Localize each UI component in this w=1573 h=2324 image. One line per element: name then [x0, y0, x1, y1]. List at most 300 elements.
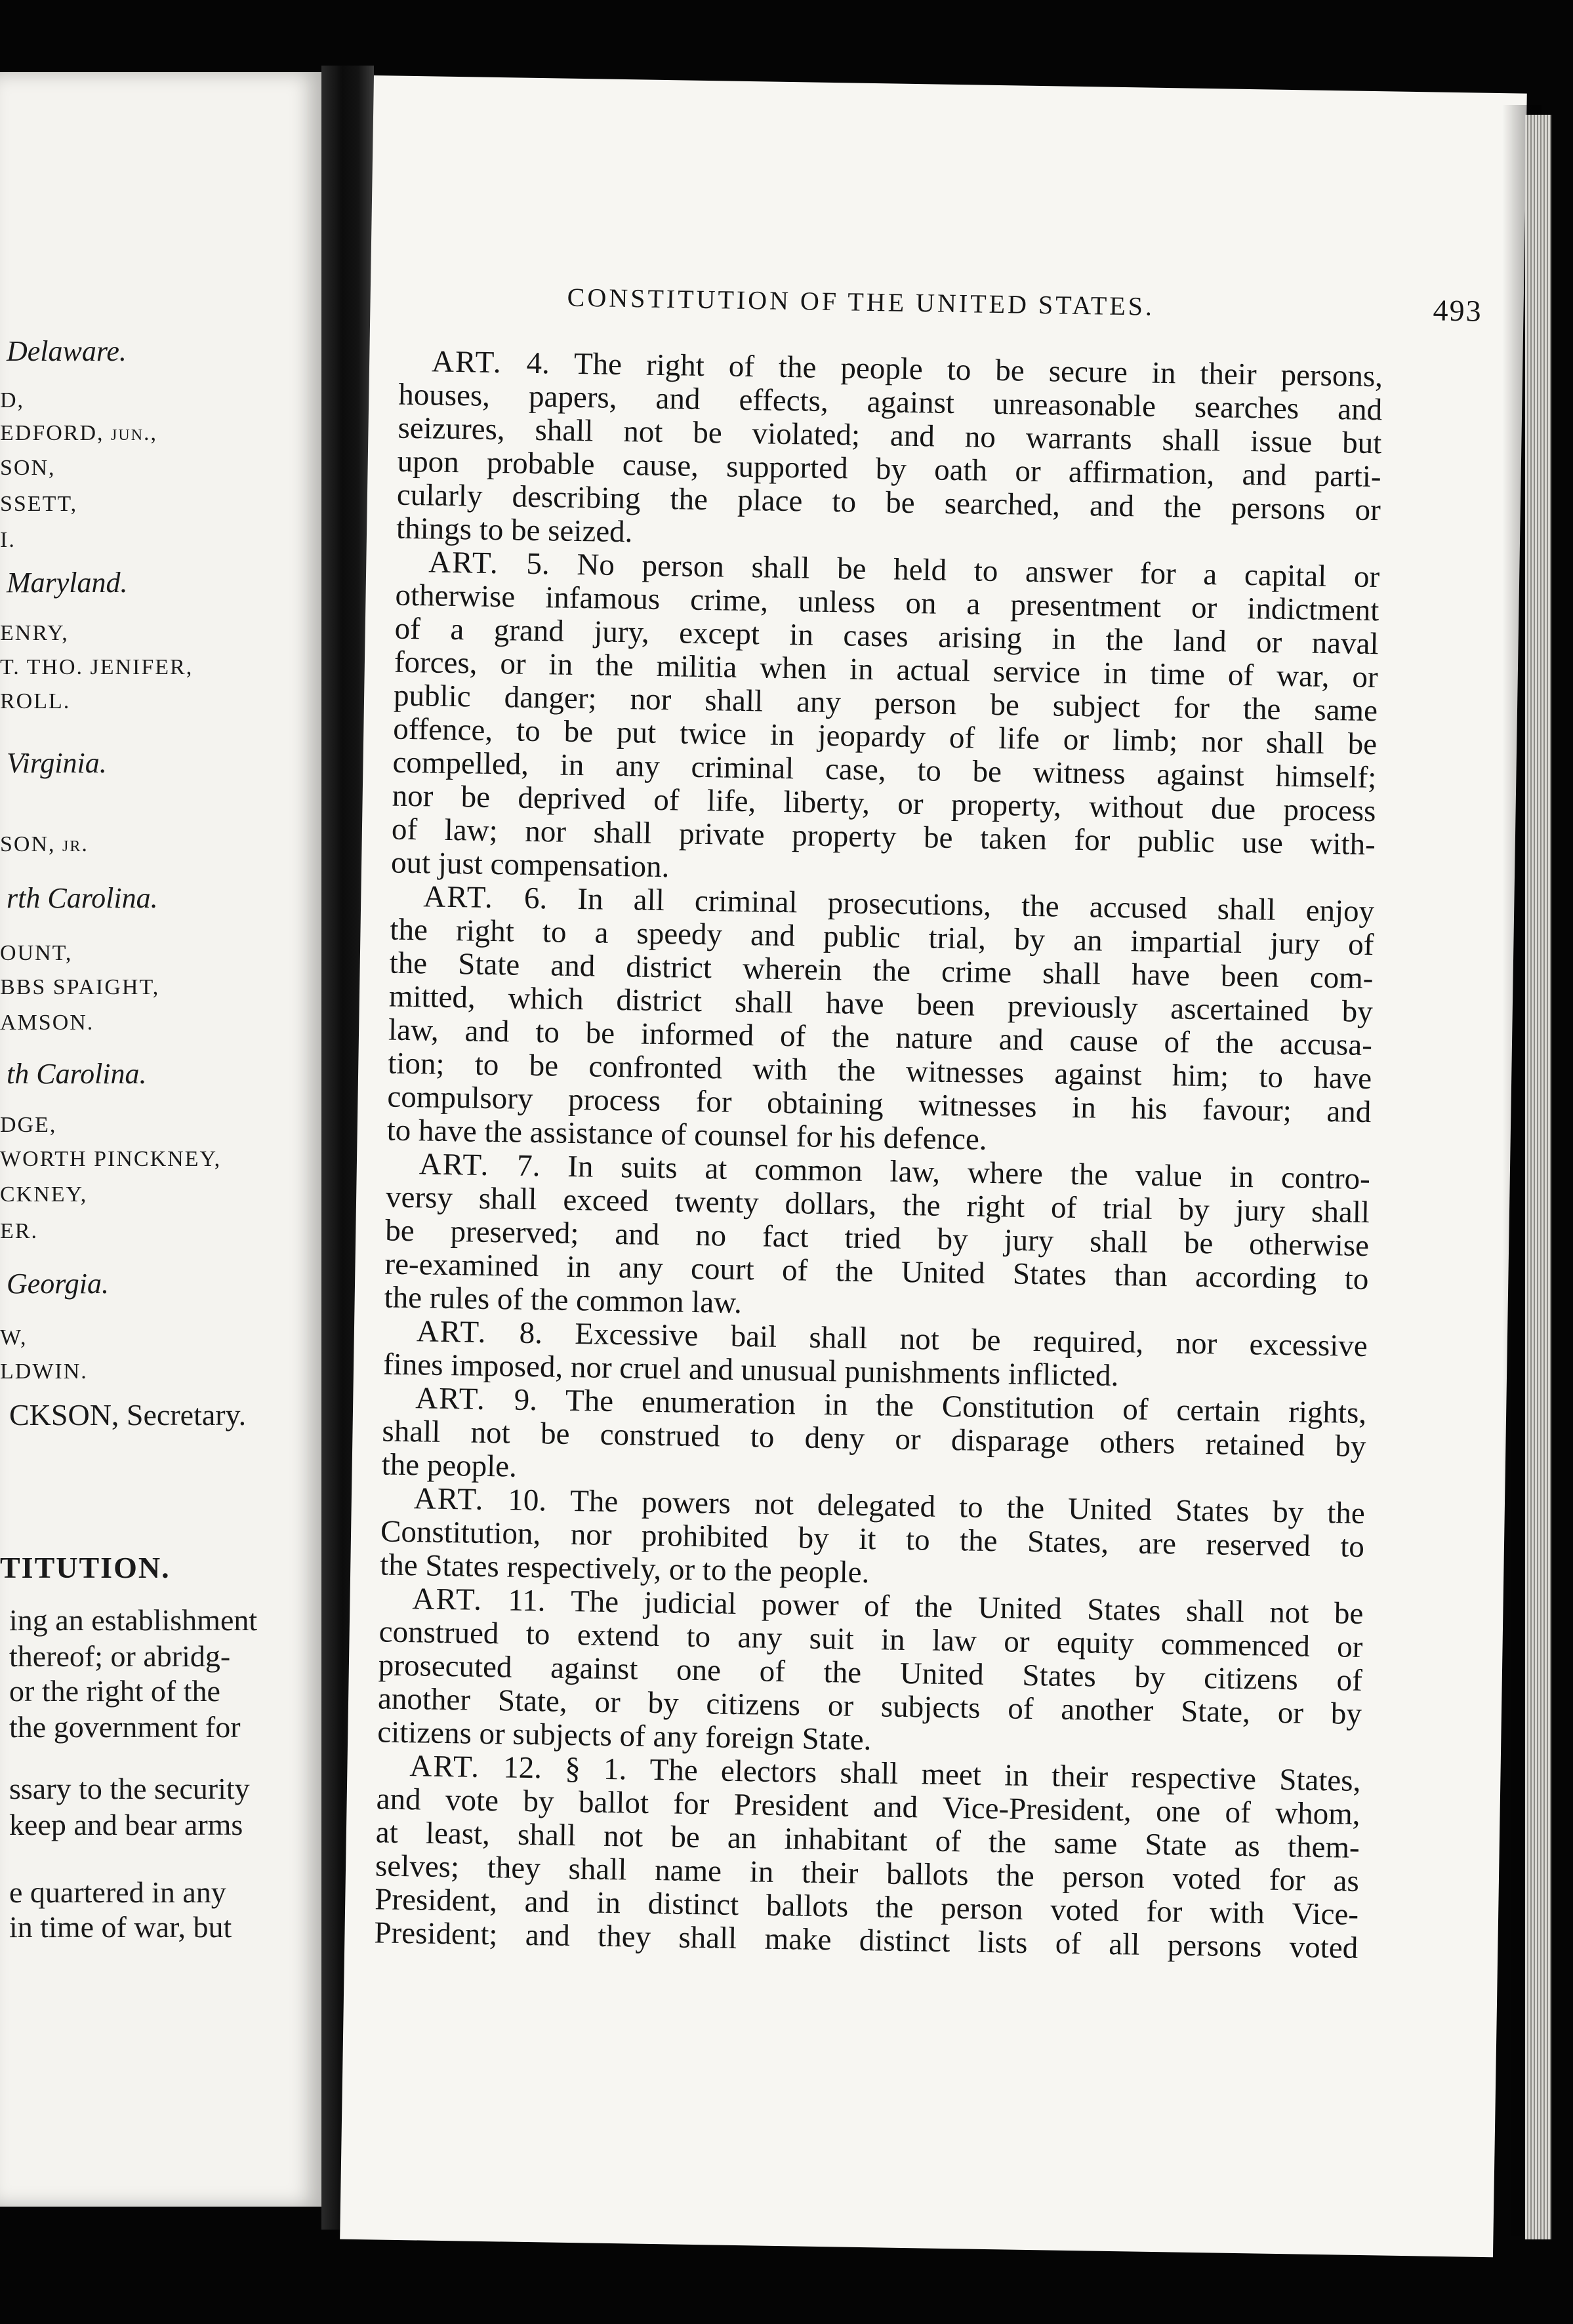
word: compulsory: [387, 1079, 533, 1116]
word: previously: [1007, 989, 1138, 1026]
word: be: [529, 1048, 559, 1083]
word: to: [973, 553, 998, 589]
word: construed: [378, 1614, 499, 1651]
word: defence.: [883, 1121, 987, 1157]
left-page-line: ENRY,: [0, 621, 69, 645]
word: persons: [1167, 1928, 1262, 1964]
word: powers: [641, 1485, 731, 1521]
word: with: [1209, 1895, 1265, 1931]
word: of: [660, 1117, 695, 1152]
word: tion;: [387, 1046, 445, 1081]
word: 10.: [507, 1483, 547, 1518]
word: law,: [889, 1154, 941, 1190]
word: States: [1175, 1493, 1250, 1529]
word: be: [1334, 1596, 1364, 1631]
word: ART.: [413, 1481, 485, 1517]
word: the: [484, 1114, 531, 1150]
left-page-line: W,: [0, 1325, 28, 1350]
word: otherwise: [395, 578, 516, 614]
word: any: [737, 1620, 783, 1656]
word: for: [796, 1119, 840, 1155]
word: No: [577, 547, 615, 582]
word: respective: [1131, 1760, 1257, 1797]
word: people: [840, 351, 924, 387]
word: twenty: [674, 1184, 760, 1220]
word: shall: [517, 1817, 577, 1853]
word: grand: [493, 612, 565, 649]
word: the: [1105, 622, 1144, 658]
word: or: [594, 1685, 621, 1720]
word: forces,: [394, 645, 478, 681]
word: in: [560, 748, 584, 783]
word: describing: [512, 479, 641, 516]
word: nor: [392, 778, 434, 814]
word: impartial: [1130, 924, 1242, 960]
word: criminal: [694, 883, 798, 920]
word: State,: [497, 1683, 568, 1719]
word: United: [901, 1254, 985, 1291]
word: ART.: [428, 545, 500, 581]
word: be: [836, 551, 867, 586]
word: the: [914, 1590, 953, 1625]
word: cause: [1069, 1023, 1139, 1059]
word: 7.: [516, 1148, 541, 1184]
word: in: [1103, 656, 1128, 691]
word: 5.: [526, 546, 550, 582]
left-page-line: e quartered in any: [9, 1875, 226, 1909]
word: Vice-: [1292, 1896, 1359, 1932]
word: citizens: [706, 1687, 801, 1723]
word: people.: [426, 1448, 518, 1484]
word: and: [614, 1216, 660, 1252]
word: judicial: [644, 1585, 737, 1621]
word: ART.: [416, 1314, 487, 1350]
word: or: [479, 1716, 513, 1752]
word: favour;: [1202, 1092, 1292, 1129]
word: be: [384, 1213, 415, 1249]
word: of: [759, 1654, 786, 1689]
word: voted: [1172, 1861, 1242, 1897]
word: to: [905, 1523, 930, 1557]
word: for: [1269, 1862, 1306, 1898]
word: court: [690, 1251, 755, 1287]
word: be: [990, 687, 1020, 723]
word: be: [692, 415, 723, 451]
word: Constitution: [941, 1389, 1095, 1426]
word: as: [1333, 1864, 1360, 1898]
word: enumeration: [641, 1384, 796, 1422]
word: compelled,: [392, 745, 529, 782]
word: jury: [1270, 926, 1320, 961]
word: shall: [1162, 422, 1221, 458]
word: or: [897, 786, 924, 822]
word: prosecutions,: [827, 886, 992, 923]
word: held: [893, 552, 947, 588]
word: witness: [1032, 755, 1126, 791]
word: nor: [570, 1517, 612, 1552]
word: otherwise: [1248, 1227, 1370, 1264]
word: the: [1006, 1491, 1045, 1526]
word: distinct: [647, 1886, 739, 1923]
word: value: [1135, 1158, 1203, 1194]
left-page-line: th Carolina.: [7, 1058, 147, 1090]
word: be: [510, 513, 548, 548]
word: not: [470, 1415, 511, 1451]
page-number: 493: [1433, 293, 1482, 328]
word: contro-: [1280, 1160, 1371, 1197]
word: ART.: [415, 1381, 487, 1416]
word: ballots: [766, 1888, 849, 1924]
word: rules: [429, 1281, 498, 1317]
word: The: [565, 1383, 614, 1418]
word: been: [916, 988, 975, 1023]
word: property: [791, 818, 897, 854]
word: to: [516, 713, 541, 749]
left-page-line: thereof; or abridg-: [9, 1639, 231, 1673]
word: the: [384, 1280, 430, 1315]
left-page-line: TITUTION.: [0, 1551, 171, 1584]
word: where: [967, 1155, 1044, 1192]
word: be: [563, 714, 594, 750]
word: construed: [600, 1417, 720, 1454]
word: State: [457, 947, 520, 982]
word: answer: [1025, 554, 1113, 590]
word: the: [837, 1053, 876, 1089]
word: inhabitant: [784, 1822, 908, 1858]
word: delegated: [817, 1487, 936, 1524]
word: to: [947, 352, 971, 388]
word: com-: [1309, 960, 1374, 996]
word: no: [695, 1218, 727, 1253]
word: danger;: [504, 680, 598, 716]
word: the: [1326, 1496, 1366, 1531]
word: deny: [804, 1420, 865, 1456]
word: counsel: [693, 1117, 796, 1154]
word: or: [1277, 1695, 1304, 1731]
word: effects,: [739, 382, 829, 418]
word: in: [789, 618, 814, 652]
word: in: [566, 1249, 591, 1285]
word: of: [1055, 1926, 1082, 1961]
word: In: [577, 882, 603, 917]
word: in: [548, 647, 573, 682]
word: service: [992, 654, 1081, 691]
word: crime: [941, 954, 1012, 990]
word: equity: [1056, 1625, 1134, 1661]
running-head: [567, 282, 1482, 336]
word: presentment: [1010, 588, 1162, 624]
word: law;: [444, 812, 499, 849]
word: at: [705, 1152, 727, 1186]
word: ART.: [409, 1749, 481, 1784]
word: enjoy: [1305, 893, 1375, 929]
word: his: [1131, 1091, 1168, 1127]
word: shall: [1217, 892, 1276, 927]
word: ballots: [886, 1856, 969, 1893]
word: against: [1054, 1056, 1143, 1092]
word: Vice-President,: [942, 1790, 1132, 1828]
word: President,: [374, 1882, 498, 1919]
word: process: [1283, 792, 1376, 829]
word: in: [749, 1854, 774, 1889]
running-title: CONSTITUTION OF THE UNITED STATES.: [567, 282, 1155, 321]
word: of: [497, 1282, 531, 1317]
word: shall: [678, 1920, 737, 1956]
word: the: [733, 1553, 780, 1588]
word: or: [895, 1422, 922, 1457]
word: of: [1122, 1392, 1149, 1427]
word: parti-: [1314, 458, 1381, 494]
word: make: [764, 1921, 832, 1957]
word: of: [1336, 1663, 1363, 1698]
word: in: [769, 717, 794, 753]
word: with: [752, 1052, 808, 1087]
word: district: [616, 982, 703, 1019]
word: the: [902, 1188, 941, 1223]
word: a: [966, 587, 981, 622]
word: have: [1313, 1060, 1372, 1096]
word: of: [394, 611, 421, 647]
word: the: [379, 1548, 426, 1583]
word: public: [393, 678, 472, 714]
word: have: [418, 1113, 485, 1149]
word: things: [396, 511, 480, 547]
word: States: [1022, 1658, 1097, 1694]
word: private: [678, 816, 765, 852]
word: The: [573, 346, 623, 382]
word: voted: [1289, 1930, 1358, 1965]
word: by: [647, 1685, 680, 1721]
word: or: [500, 647, 527, 681]
word: put: [616, 715, 657, 750]
word: for: [1074, 822, 1111, 858]
word: vote: [445, 1783, 499, 1818]
left-page-line: rth Carolina.: [7, 882, 158, 914]
word: 8.: [519, 1315, 543, 1351]
word: offence,: [392, 711, 493, 748]
word: when: [759, 651, 827, 686]
word: of: [1050, 1190, 1077, 1226]
left-page-line: I.: [0, 528, 16, 552]
word: or: [827, 1689, 854, 1723]
word: the: [381, 1447, 428, 1483]
word: trial: [1102, 1191, 1153, 1226]
word: and: [525, 1917, 571, 1953]
word: nor: [1200, 724, 1243, 759]
word: retained: [1205, 1427, 1305, 1463]
word: ascertained: [1170, 992, 1310, 1028]
word: law.: [691, 1285, 743, 1321]
word: twice: [679, 716, 747, 752]
word: of: [1225, 1795, 1252, 1830]
word: by: [875, 452, 907, 487]
left-page-line: in time of war, but: [9, 1910, 232, 1944]
word: of: [1347, 927, 1374, 963]
word: tried: [844, 1220, 902, 1256]
word: or: [1352, 660, 1379, 695]
left-page-line: LDWIN.: [0, 1359, 88, 1384]
word: a: [594, 915, 609, 950]
word: unreasonable: [992, 386, 1156, 424]
word: of: [779, 1018, 806, 1054]
word: any: [618, 1251, 664, 1286]
word: and: [1242, 457, 1287, 492]
word: informed: [640, 1016, 754, 1053]
word: be: [995, 353, 1025, 388]
word: by: [1013, 922, 1046, 957]
word: or: [668, 1552, 703, 1588]
word: one: [676, 1653, 722, 1688]
word: to: [1344, 1262, 1369, 1297]
word: any: [653, 1719, 706, 1755]
word: limb;: [1112, 723, 1178, 759]
word: against: [550, 1651, 638, 1687]
word: trial,: [928, 921, 987, 956]
word: name: [654, 1853, 722, 1889]
left-page-line: SON, jr.: [0, 832, 89, 856]
word: prosecuted: [378, 1648, 512, 1685]
word: United: [899, 1656, 985, 1692]
word: by: [1272, 1494, 1304, 1530]
word: a: [1203, 557, 1217, 592]
left-page-line: Delaware.: [7, 335, 127, 367]
word: subjects: [880, 1689, 981, 1725]
word: of: [863, 1589, 890, 1624]
word: by: [1334, 1429, 1366, 1464]
word: exceed: [563, 1182, 649, 1218]
word: property,: [950, 787, 1062, 824]
word: of: [935, 1824, 962, 1859]
word: be: [670, 1820, 701, 1855]
word: the: [1216, 1026, 1254, 1061]
word: by: [1178, 1192, 1210, 1228]
word: to: [1339, 1529, 1365, 1564]
word: and: [998, 1022, 1044, 1058]
word: meet: [921, 1757, 982, 1792]
word: according: [1195, 1259, 1317, 1296]
word: as: [1234, 1828, 1261, 1864]
word: by: [523, 1784, 554, 1819]
word: except: [678, 616, 760, 652]
word: the: [959, 1523, 998, 1559]
word: to: [535, 1015, 560, 1050]
word: States: [425, 1548, 507, 1584]
word: their: [801, 1855, 859, 1891]
word: seized.: [547, 513, 633, 550]
word: preserved;: [450, 1214, 579, 1251]
word: persons: [1231, 491, 1326, 527]
word: witnesses: [905, 1054, 1025, 1091]
left-page-line: CKNEY,: [0, 1182, 88, 1207]
word: papers,: [528, 379, 617, 415]
word: obtaining: [766, 1085, 884, 1122]
word: just: [438, 846, 491, 881]
word: ballot: [578, 1785, 649, 1820]
word: punishments: [844, 1354, 1009, 1392]
word: deprived: [518, 780, 626, 817]
word: selves;: [375, 1849, 460, 1885]
word: mitted,: [388, 979, 476, 1015]
word: jury,: [593, 614, 650, 650]
word: nor: [630, 682, 672, 717]
word: of: [728, 349, 755, 384]
left-page-line: Georgia.: [7, 1268, 110, 1300]
word: by: [1134, 1660, 1166, 1695]
word: due: [1210, 791, 1256, 827]
word: seizures,: [398, 411, 506, 447]
word: of: [653, 782, 680, 818]
word: supported: [725, 449, 849, 486]
word: and: [750, 918, 796, 953]
word: ART.: [431, 344, 503, 380]
word: accusa-: [1279, 1026, 1373, 1063]
word: to: [916, 753, 942, 788]
word: the: [996, 1858, 1035, 1894]
word: by: [798, 1521, 830, 1556]
word: one: [1155, 1794, 1201, 1830]
word: for: [1173, 691, 1210, 726]
word: searches: [1194, 390, 1299, 426]
word: nature: [895, 1020, 973, 1056]
word: jury: [1235, 1193, 1286, 1229]
left-page-line: keep and bear arms: [9, 1808, 243, 1841]
word: of: [391, 812, 418, 847]
word: person: [1062, 1859, 1145, 1895]
word: shall: [593, 815, 652, 851]
word: be: [1347, 727, 1378, 762]
word: district: [625, 950, 712, 986]
word: be: [885, 485, 916, 521]
word: another: [377, 1681, 471, 1717]
word: excessive: [1249, 1327, 1368, 1364]
word: all: [633, 883, 665, 918]
word: and: [688, 1352, 742, 1388]
word: by: [937, 1222, 969, 1257]
word: cases: [843, 618, 909, 654]
word: disparage: [950, 1423, 1070, 1459]
word: jeopardy: [817, 718, 926, 755]
word: in: [1052, 622, 1076, 656]
word: States,: [1027, 1524, 1109, 1560]
word: commenced: [1160, 1627, 1311, 1664]
word: be: [923, 820, 953, 856]
word: bail: [730, 1319, 777, 1354]
word: capital: [1244, 557, 1327, 593]
word: nor: [1175, 1326, 1217, 1361]
word: not: [1269, 1595, 1309, 1630]
word: land: [1173, 624, 1227, 659]
word: witnesses: [918, 1088, 1037, 1125]
word: person: [874, 686, 957, 722]
word: another: [1060, 1692, 1154, 1728]
word: States,: [1278, 1763, 1361, 1798]
left-page-line: AMSON.: [0, 1011, 94, 1035]
word: person: [940, 1891, 1023, 1927]
word: without: [1088, 790, 1184, 826]
word: place: [737, 483, 803, 519]
word: speedy: [636, 916, 723, 952]
left-page-line: or the right of the: [9, 1674, 220, 1708]
word: cruel: [619, 1351, 689, 1386]
word: shall: [1042, 956, 1101, 992]
word: for: [1139, 556, 1177, 591]
word: indictment: [1246, 591, 1379, 628]
word: be: [460, 780, 491, 814]
word: United: [977, 1590, 1063, 1626]
word: arising: [937, 620, 1023, 656]
word: power: [761, 1587, 840, 1623]
word: In: [567, 1149, 594, 1184]
